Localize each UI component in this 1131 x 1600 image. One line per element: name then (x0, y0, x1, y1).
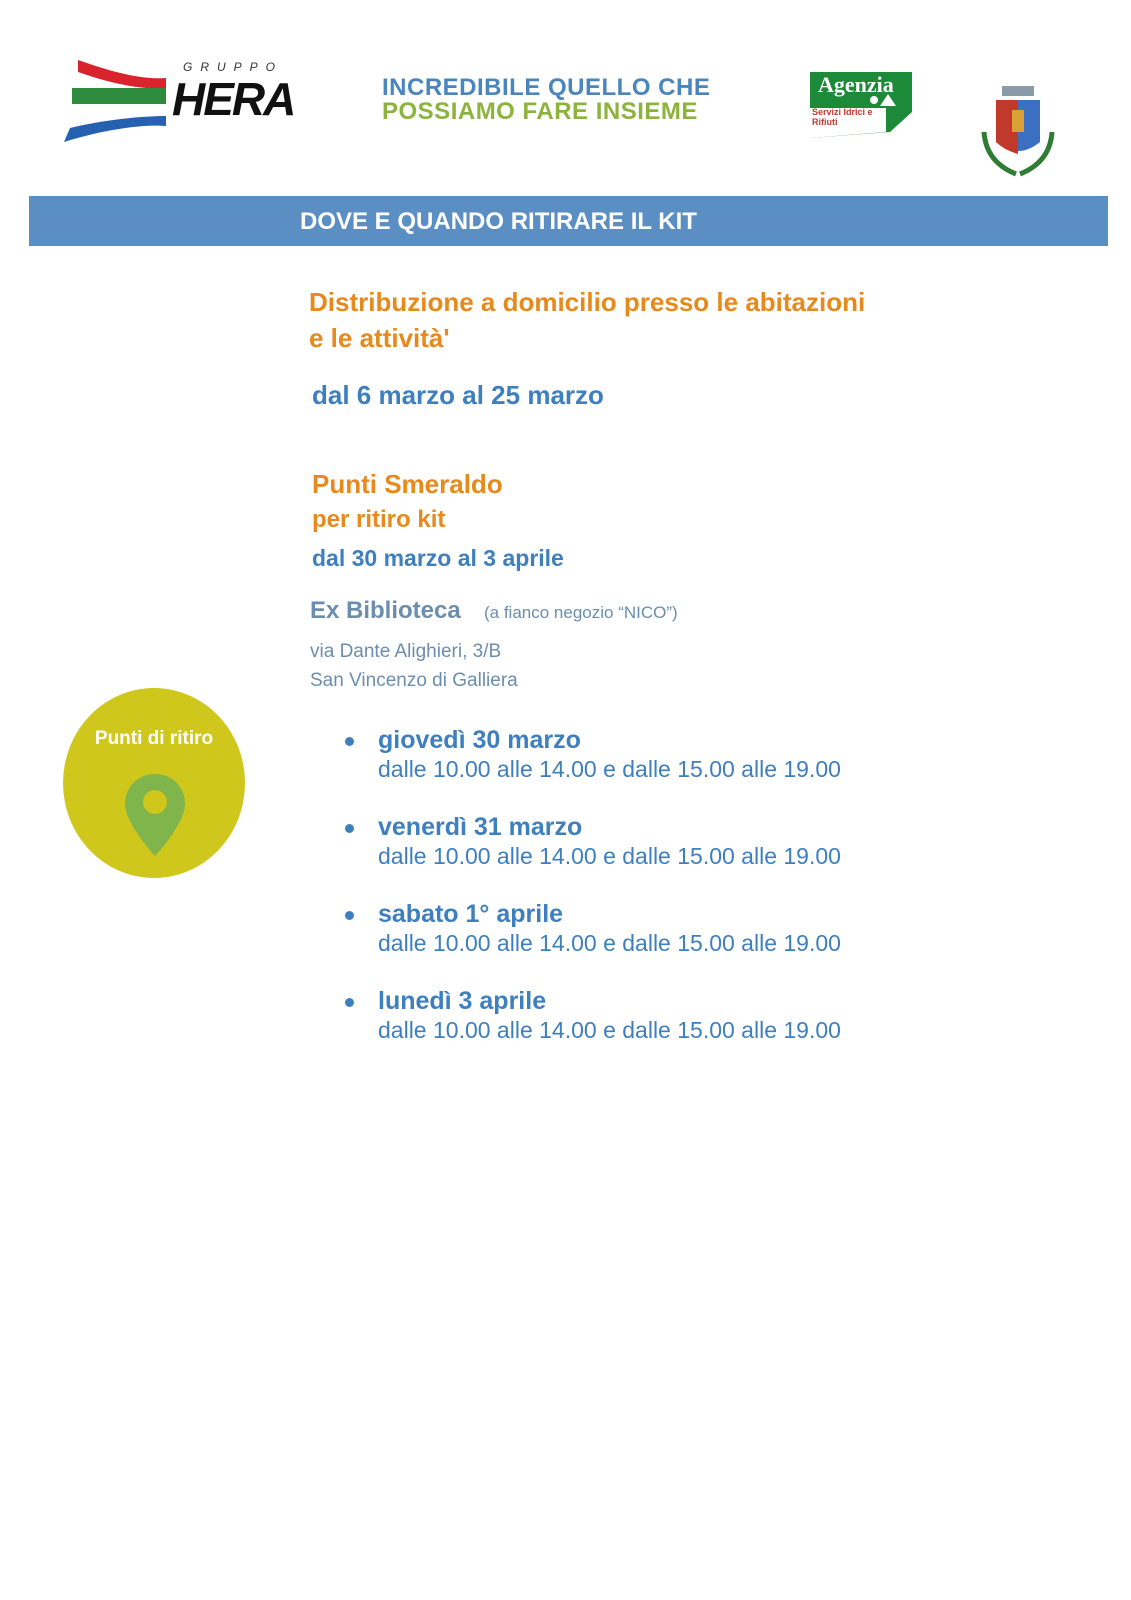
punti-title: Punti Smeraldo (312, 469, 503, 499)
distribution-title-line-2: e le attività' (309, 323, 450, 353)
agenzia-title: Agenzia (818, 72, 894, 97)
schedule-hours: dalle 10.00 alle 14.00 e dalle 15.00 alle 19.00 (378, 843, 841, 869)
schedule-hours: dalle 10.00 alle 14.00 e dalle 15.00 alle 19.00 (378, 756, 841, 782)
schedule-hours: dalle 10.00 alle 14.00 e dalle 15.00 alle 19.00 (378, 1017, 841, 1043)
hera-gruppo-text: GRUPPO (183, 60, 284, 74)
location-street: via Dante Alighieri, 3/B (310, 641, 502, 662)
banner-title: DOVE E QUANDO RITIRARE IL KIT (300, 208, 697, 235)
location-note: (a fianco negozio “NICO”) (484, 603, 678, 622)
distribution-title-line-1: Distribuzione a domicilio presso le abitazioni (309, 287, 866, 317)
distribution-dates: dal 6 marzo al 25 marzo (312, 380, 604, 410)
bullet-icon (345, 998, 354, 1007)
bullet-icon (345, 911, 354, 920)
bullet-icon (345, 737, 354, 746)
punti-dates: dal 30 marzo al 3 aprile (312, 545, 564, 571)
bullet-icon (345, 824, 354, 833)
location-name: Ex Biblioteca (310, 597, 461, 624)
schedule-day: giovedì 30 marzo (378, 726, 581, 754)
location-city: San Vincenzo di Galliera (310, 670, 518, 691)
schedule-day: lunedì 3 aprile (378, 987, 547, 1015)
slogan (382, 76, 782, 124)
agenzia-subtitle: Servizi Idrici e Rifiuti (812, 107, 873, 127)
slogan-line-2: POSSIAMO FARE INSIEME (382, 98, 698, 125)
hera-name-text: HERA (172, 73, 295, 125)
punti-subtitle: per ritiro kit (312, 506, 446, 533)
municipal-crest-icon (978, 84, 1058, 180)
schedule-day: venerdì 31 marzo (378, 813, 583, 841)
badge-label: Punti di ritiro (94, 728, 214, 749)
map-pin-icon (123, 772, 187, 858)
schedule-day: sabato 1° aprile (378, 900, 564, 928)
slogan-line-1: INCREDIBILE QUELLO CHE (382, 74, 711, 101)
schedule-hours: dalle 10.00 alle 14.00 e dalle 15.00 alle 19.00 (378, 930, 841, 956)
